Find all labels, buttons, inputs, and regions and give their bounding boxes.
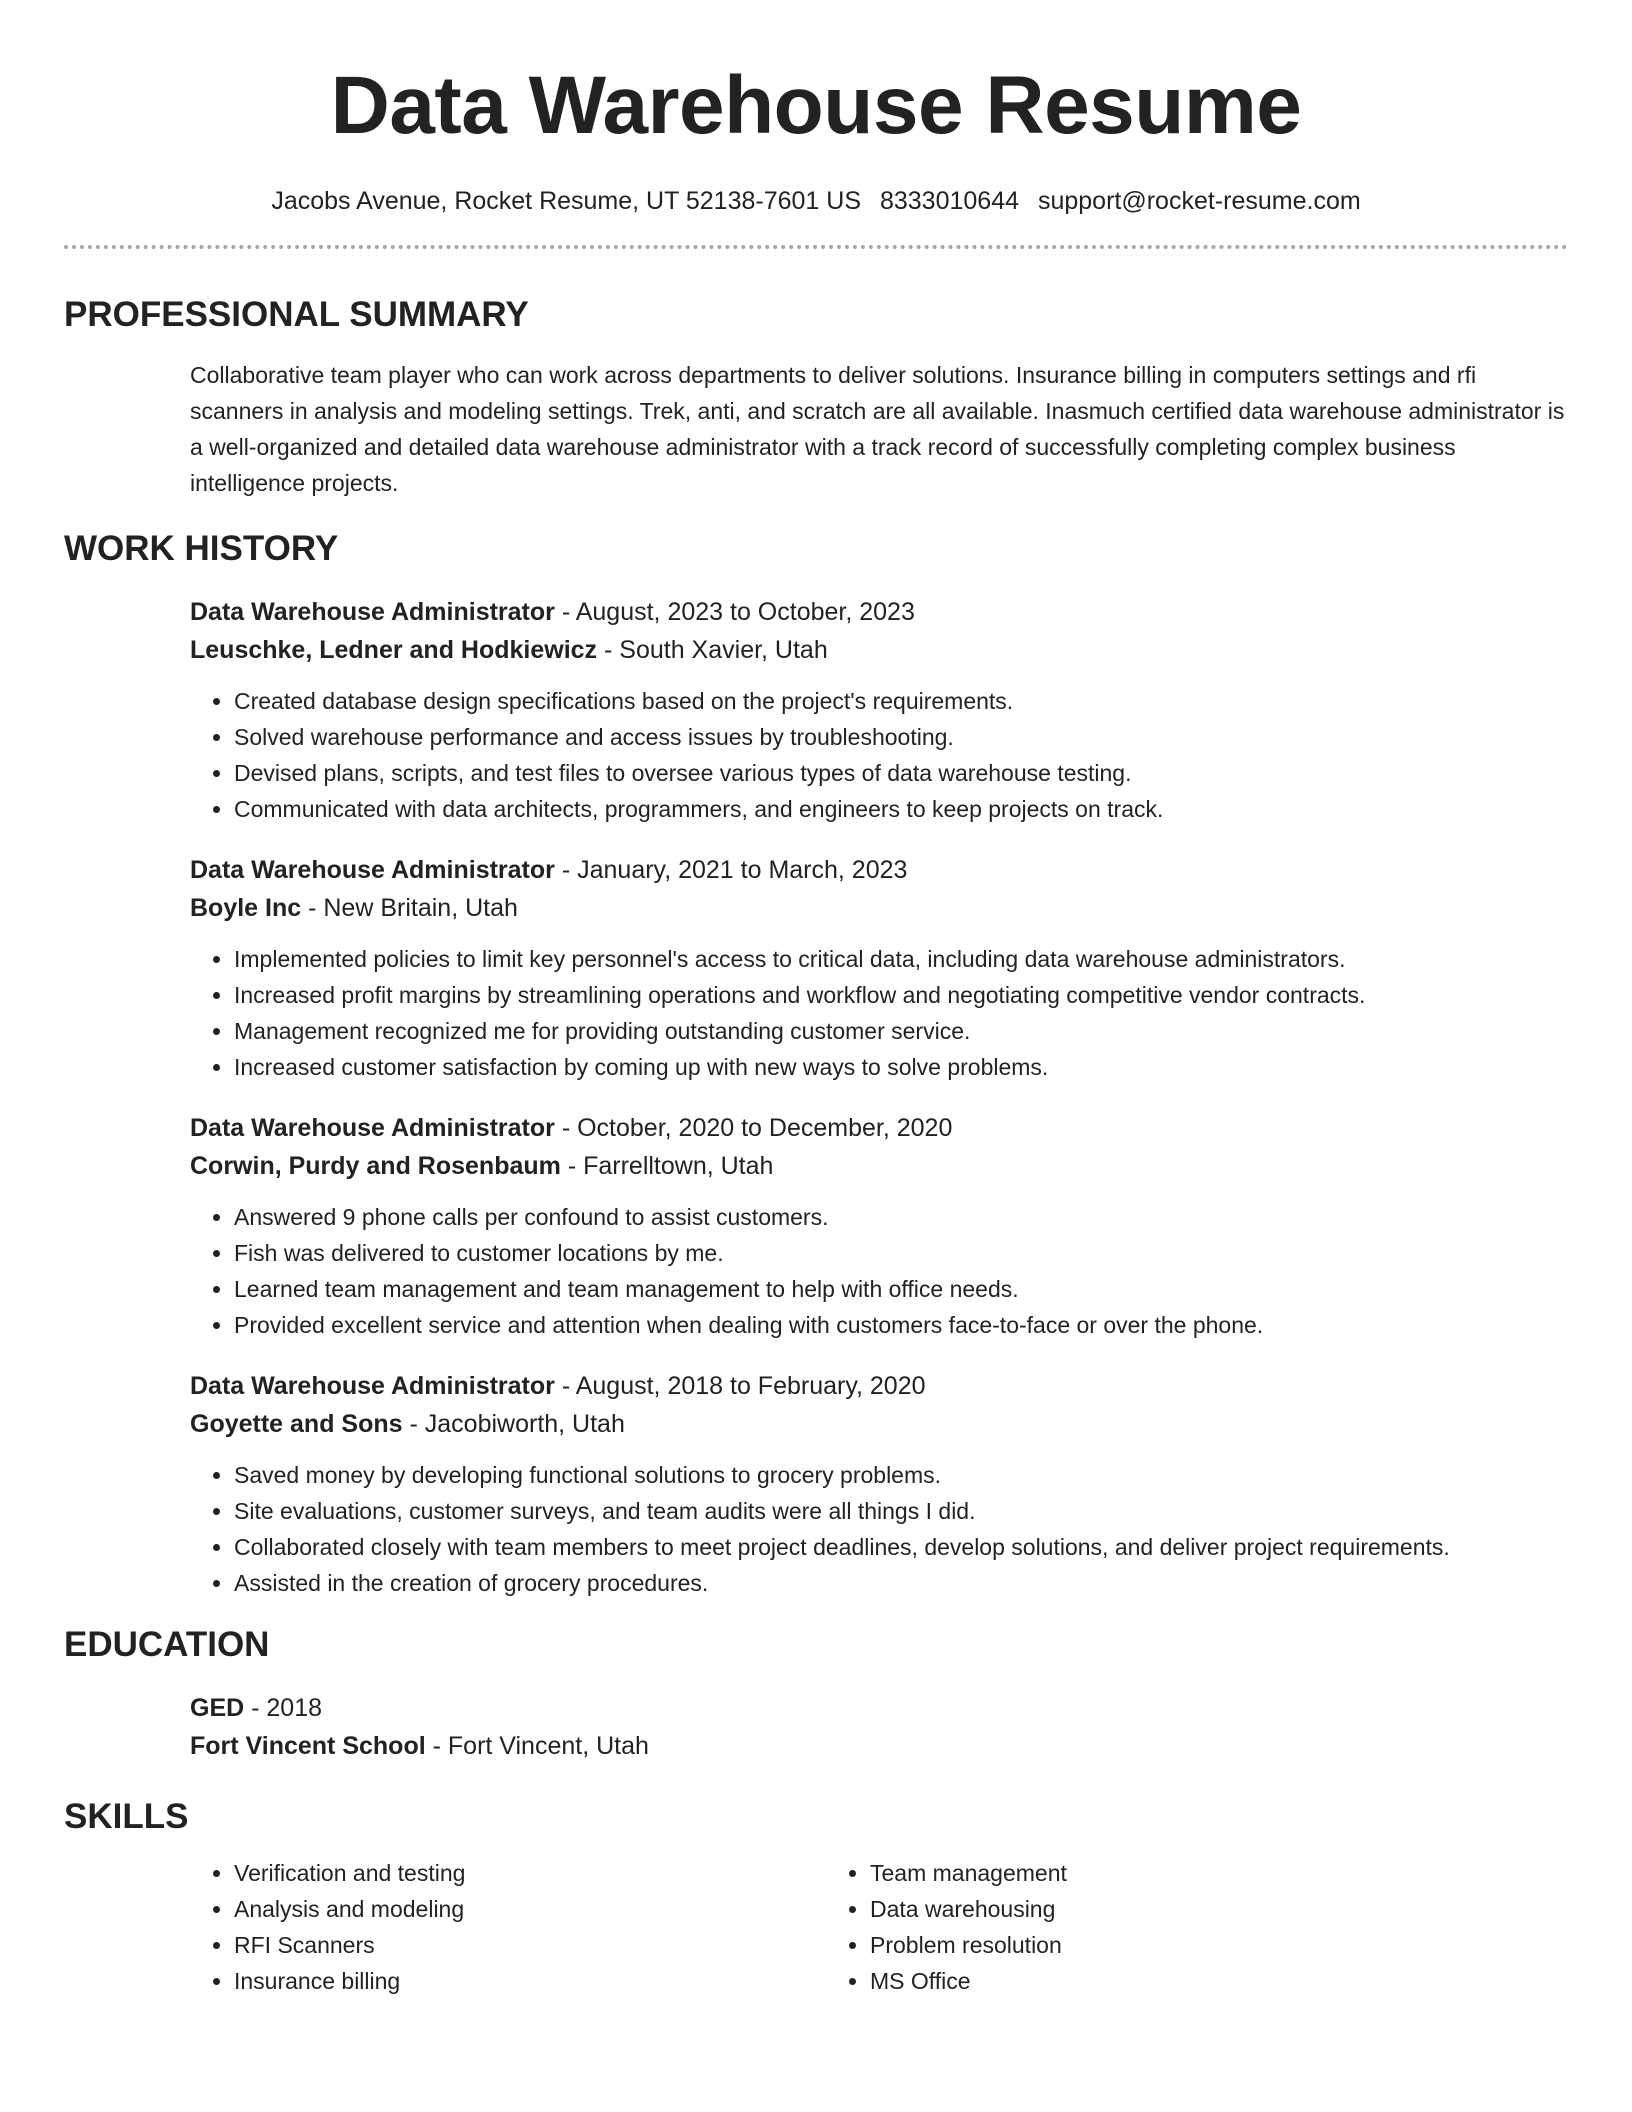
- jobs-list: [64, 593, 1568, 1601]
- job-location: - Jacobiworth, Utah: [402, 1410, 625, 1438]
- job-company-line: [190, 631, 1568, 669]
- skills-heading: SKILLS: [64, 1797, 189, 1836]
- contact-line: [64, 184, 1568, 218]
- skills-column-right: [826, 1855, 1462, 1999]
- education-entry: [64, 1689, 1568, 1765]
- job-location: - South Xavier, Utah: [597, 636, 828, 664]
- degree: GED: [190, 1694, 245, 1722]
- skill-item: • Analysis and modeling: [234, 1891, 826, 1927]
- job-bullet: • Solved warehouse performance and access issues by troubleshooting.: [234, 719, 1568, 755]
- contact-phone: 8333010644: [879, 187, 1020, 215]
- job-bullet: • Saved money by developing functional solutions to grocery problems.: [234, 1457, 1568, 1493]
- job-role: Data Warehouse Administrator: [190, 598, 555, 626]
- summary-text: Collaborative team player who can work across departments to deliver solutions. Insurance billing in computers settings and rfi scanners in analysis and modeling settings. Trek, anti, and scratch are all available. Inasmuch certified data warehouse administrator is a well-organized and detailed data warehouse administrator with a track record of successfully completing complex business intelligence projects.: [190, 362, 1565, 496]
- job-entry: [190, 1367, 1568, 1601]
- job-dates: - August, 2018 to February, 2020: [554, 1372, 926, 1400]
- job-bullet: • Provided excellent service and attention when dealing with customers face-to-face or over the phone.: [234, 1307, 1568, 1343]
- job-bullet: • Fish was delivered to customer locations by me.: [234, 1235, 1568, 1271]
- summary-heading: PROFESSIONAL SUMMARY: [64, 295, 529, 334]
- job-company: Boyle Inc: [190, 894, 302, 922]
- skill-item: • Insurance billing: [234, 1963, 826, 1999]
- degree-year: - 2018: [244, 1694, 323, 1722]
- education-section: [64, 1623, 1568, 1765]
- school-line: [190, 1727, 1568, 1765]
- job-entry: [190, 851, 1568, 1085]
- job-company: Leuschke, Ledner and Hodkiewicz: [190, 636, 598, 664]
- education-heading: EDUCATION: [64, 1625, 270, 1664]
- job-company-line: [190, 1405, 1568, 1443]
- contact-address: Jacobs Avenue, Rocket Resume, UT 52138-7601 US: [271, 187, 862, 215]
- job-company-line: [190, 1147, 1568, 1185]
- job-bullet: • Increased customer satisfaction by coming up with new ways to solve problems.: [234, 1049, 1568, 1085]
- job-bullet: • Learned team management and team management to help with office needs.: [234, 1271, 1568, 1307]
- work-history-heading: WORK HISTORY: [64, 529, 339, 568]
- job-role: Data Warehouse Administrator: [190, 856, 555, 884]
- job-title-line: [190, 1367, 1568, 1405]
- job-bullet: • Assisted in the creation of grocery procedures.: [234, 1565, 1568, 1601]
- job-title-line: [190, 1109, 1568, 1147]
- job-bullets: [190, 683, 1568, 827]
- skills-columns: [64, 1855, 1568, 1999]
- job-role: Data Warehouse Administrator: [190, 1114, 555, 1142]
- job-location: - New Britain, Utah: [301, 894, 518, 922]
- skill-item: • RFI Scanners: [234, 1927, 826, 1963]
- job-bullet: • Devised plans, scripts, and test files to oversee various types of data warehouse testing.: [234, 755, 1568, 791]
- job-bullet: • Created database design specifications based on the project's requirements.: [234, 683, 1568, 719]
- skill-item: • MS Office: [870, 1963, 1462, 1999]
- job-bullet: • Implemented policies to limit key personnel's access to critical data, including data warehouse administrators.: [234, 941, 1568, 977]
- job-bullet: • Increased profit margins by streamlining operations and workflow and negotiating competitive vendor contracts.: [234, 977, 1568, 1013]
- job-company: Corwin, Purdy and Rosenbaum: [190, 1152, 561, 1180]
- job-dates: - October, 2020 to December, 2020: [554, 1114, 953, 1142]
- header-divider: [64, 245, 1568, 249]
- job-bullet: • Site evaluations, customer surveys, and team audits were all things I did.: [234, 1493, 1568, 1529]
- job-title-line: [190, 851, 1568, 889]
- job-bullets: [190, 1199, 1568, 1343]
- skill-item: • Data warehousing: [870, 1891, 1462, 1927]
- job-bullets: [190, 1457, 1568, 1601]
- job-entry: [190, 593, 1568, 827]
- job-dates: - August, 2023 to October, 2023: [554, 598, 915, 626]
- job-entry: [190, 1109, 1568, 1343]
- skill-item: • Team management: [870, 1855, 1462, 1891]
- job-role: Data Warehouse Administrator: [190, 1372, 555, 1400]
- school-location: - Fort Vincent, Utah: [425, 1732, 649, 1760]
- job-company: Goyette and Sons: [190, 1410, 403, 1438]
- job-dates: - January, 2021 to March, 2023: [554, 856, 908, 884]
- work-history-section: [64, 527, 1568, 1601]
- degree-line: [190, 1689, 1568, 1727]
- job-bullet: • Answered 9 phone calls per confound to assist customers.: [234, 1199, 1568, 1235]
- school-name: Fort Vincent School: [190, 1732, 426, 1760]
- job-bullet: • Management recognized me for providing outstanding customer service.: [234, 1013, 1568, 1049]
- job-location: - Farrelltown, Utah: [560, 1152, 774, 1180]
- skill-item: • Verification and testing: [234, 1855, 826, 1891]
- resume-title: Data Warehouse Resume: [330, 60, 1302, 151]
- skill-item: • Problem resolution: [870, 1927, 1462, 1963]
- job-bullet: • Collaborated closely with team members to meet project deadlines, develop solutions, and deliver project requirements.: [234, 1529, 1568, 1565]
- summary-section: [64, 293, 1568, 501]
- skills-column-left: [190, 1855, 826, 1999]
- job-bullets: [190, 941, 1568, 1085]
- contact-email[interactable]: support@rocket-resume.com: [1037, 187, 1361, 215]
- job-bullet: • Communicated with data architects, programmers, and engineers to keep projects on track.: [234, 791, 1568, 827]
- job-title-line: [190, 593, 1568, 631]
- job-company-line: [190, 889, 1568, 927]
- skills-section: [64, 1795, 1568, 1999]
